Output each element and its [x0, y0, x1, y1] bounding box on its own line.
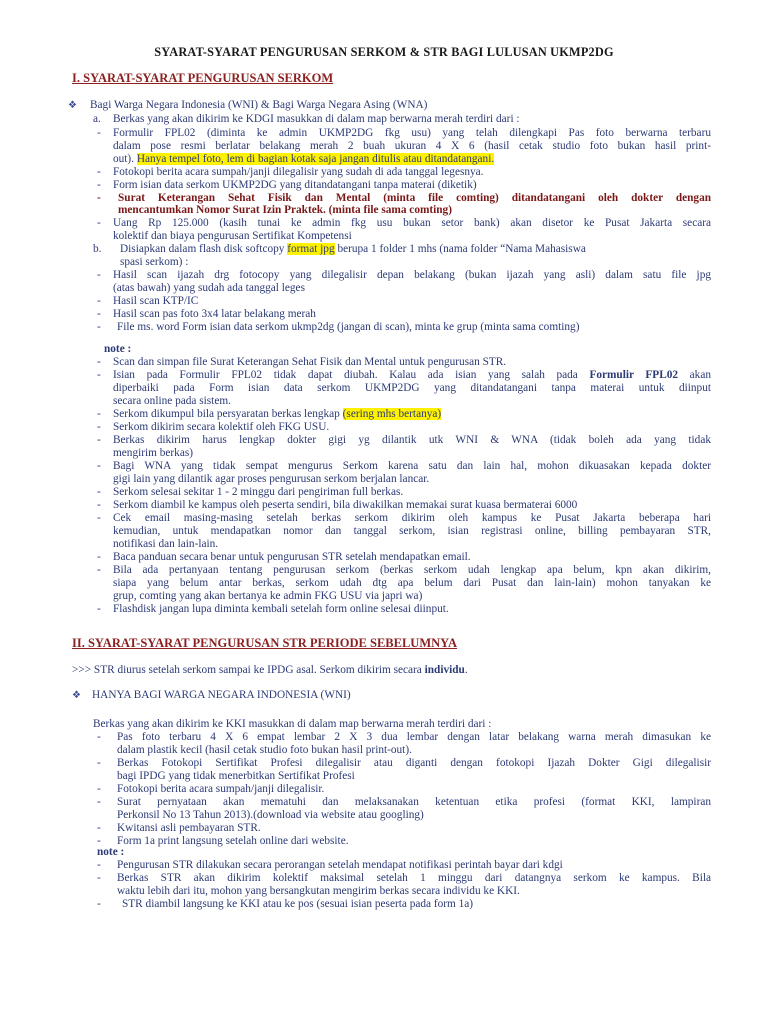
note-label-1: note :	[104, 343, 132, 355]
note-9-line-1: Cek email masing-masing setelah berkas serkom dikirim oleh kampus ke Pusat Jakarta beberapa hari	[113, 512, 711, 524]
section-2-arrow-line: >>> STR diurus setelah serkom sampai ke IPDG asal. Serkom dikirim secara individu.	[72, 664, 468, 676]
item-b-text: Disiapkan dalam flash disk softcopy format jpg berupa 1 folder 1 mhs (nama folder “Nama Mahasiswa	[120, 243, 586, 255]
note-12: Flashdisk jangan lupa diminta kembali setelah form online selesai diinput.	[113, 603, 449, 615]
s2-item-2-line-2: bagi IPDG yang tidak menerbitkan Sertifikat Profesi	[117, 770, 355, 782]
s2-item-6: Form 1a print langsung setelah online dari website.	[117, 835, 349, 847]
note-11-line-3: grup, comting yang akan bertanya ke admin FKG USU via japri wa)	[113, 590, 423, 602]
note-11-line-1: Bila ada pertanyaan tentang pengurusan serkom (berkas serkom udah lengkap apa belum, kpn akan dikirim,	[113, 564, 711, 576]
section-2-heading: II. SYARAT-SYARAT PENGURUSAN STR PERIODE SEBELUMNYA	[72, 636, 458, 650]
item-b-text-line-2: spasi serkom) :	[120, 256, 189, 268]
note-2-line-3: secara online pada sistem.	[113, 395, 231, 407]
s2-item-3: Fotokopi berita acara sumpah/janji dilegalisir.	[117, 783, 325, 795]
b-item-2: Hasil scan KTP/IC	[113, 295, 199, 307]
format-jpg-highlight: format jpg	[287, 243, 335, 255]
a-item-3: Form isian data serkom UKMP2DG yang ditandatangani tanpa materai (diketik)	[113, 179, 477, 191]
note-label-2: note :	[97, 846, 125, 858]
s2-item-4-line-1: Surat pernyataan akan mematuhi dan melaksanakan ketentuan etika profesi (format KKI, lampiran	[117, 796, 711, 808]
item-a-text: Berkas yang akan dikirim ke KDGI masukkan di dalam map berwarna merah terdiri dari :	[113, 113, 520, 125]
s2-note-3: STR diambil langsung ke KKI atau ke pos (sesuai isian peserta pada form 1a)	[122, 898, 474, 910]
section-1-bullet-text: Bagi Warga Negara Indonesia (WNI) & Bagi Warga Negara Asing (WNA)	[90, 99, 428, 111]
a-item-1-line-3-text: out).	[113, 153, 135, 165]
item-b-label: b.	[93, 243, 102, 255]
a-item-4-line-1: Surat Keterangan Sehat Fisik dan Mental (minta file comting) ditandatangani oleh dokter dengan	[118, 192, 711, 204]
b-item-3: Hasil scan pas foto 3x4 latar belakang merah	[113, 308, 316, 320]
note-11-line-2: siapa yang belum antar berkas, serkom udah dtg apa belum dari Pusat dan lain-lain) mohon tanyakan ke	[113, 577, 711, 589]
note-1: Scan dan simpan file Surat Keterangan Sehat Fisik dan Mental untuk pengurusan STR.	[113, 356, 507, 368]
b-item-1-line-2: (atas bawah) yang sudah ada tanggal leges	[113, 282, 305, 294]
s2-note-1: Pengurusan STR dilakukan secara perorangan setelah mendapat notifikasi perintah bayar dari kdgi	[117, 859, 563, 871]
diamond-bullet-icon: ❖	[68, 100, 77, 111]
note-4: Serkom dikirim secara kolektif oleh FKG USU.	[113, 421, 330, 433]
note-2-line-2: diperbaiki pada Form isian data serkom UKMP2DG yang ditandatangani tanpa materai untuk diinput	[113, 382, 711, 394]
s2-item-1-line-2: dalam plastik kecil (hasil cetak studio foto bukan hasil print-out).	[117, 744, 412, 756]
highlight-note: Hanya tempel foto, lem di bagian kotak saja jangan ditulis atau ditandatangani.	[136, 153, 495, 165]
note-9-line-3: notifikasi dan lain-lain.	[113, 538, 219, 550]
section-1-heading: I. SYARAT-SYARAT PENGURUSAN SERKOM	[72, 71, 334, 85]
section-2-intro: Berkas yang akan dikirim ke KKI masukkan di dalam map berwarna merah terdiri dari :	[93, 718, 492, 730]
document-title: SYARAT-SYARAT PENGURUSAN SERKOM & STR BAGI LULUSAN UKMP2DG	[154, 45, 614, 59]
note-5-line-1: Berkas dikirim harus lengkap dokter gigi yg dilantik utk WNI & WNA (tidak boleh ada yang tidak	[113, 434, 711, 446]
s2-item-5: Kwitansi asli pembayaran STR.	[117, 822, 261, 834]
a-item-2: Fotokopi berita acara sumpah/janji dilegalisir yang sudah di ada tanggal legesnya.	[113, 166, 484, 178]
a-item-1-line-3	[113, 153, 494, 166]
s2-item-2-line-1: Berkas Fotokopi Sertifikat Profesi dilegalisir atau diganti dengan fotokopi Ijazah Dokter Gigi dilegalisir	[117, 757, 711, 769]
sering-mhs-highlight: (sering mhs bertanya)	[342, 408, 442, 420]
note-9-line-2: kemudian, untuk mendapatkan nomor dan tanggal serkom, isian registrasi online, billing pembayaran STR,	[113, 525, 711, 537]
document-page: SYARAT-SYARAT PENGURUSAN SERKOM & STR BAGI LULUSAN UKMP2DG I. SYARAT-SYARAT PENGURUSAN SERKOM ❖ Bagi Warga Negara Indonesia (WNI) & Bagi Warga Negara Asing (WNA) a. Berkas yang akan dikirim ke KDGI masukkan di dalam map berwarna merah terdiri dari : - Formulir FPL02 (diminta ke admin UKMP2DG fkg usu) yang telah dilengkapi Pas foto berwarna terbaru dalam pose resmi berlatar belakang merah 2 buah ukuran 4 X 6 (hasil cetak studio foto bukan hasil print- out). Hanya tempel foto, lem di bagian kotak saja jangan ditulis atau ditandatangani. - Fotokopi berita acara sumpah/janji dilegalisir yang sudah di ada tanggal legesnya. - Form isian data serkom UKMP2DG yang ditandatangani tanpa materai (diketik) - Surat Keterangan Sehat Fisik dan Mental (minta file comting) ditandatangani oleh dokter dengan mencantumkan Nomor Surat Izin Praktek. (minta file sama comting) - Uang Rp 125.000 (kasih tunai ke admin fkg usu bukan setor bank) akan disetor ke Pusat Jakarta secara kolektif dan biaya pengurusan Sertifikat Kompetensi b. Disiapkan dalam flash disk softcopy format jpg berupa 1 folder 1 mhs (nama folder “Nama Mahasiswa spasi serkom) : - Hasil scan ijazah drg fotocopy yang dilegalisir depan belakang (bukan ijazah yang asli) dalam satu file jpg (atas bawah) yang sudah ada tanggal leges - Hasil scan KTP/IC - Hasil scan pas foto 3x4 latar belakang merah - File ms. word Form isian data serkom ukmp2dg (jangan di scan), minta ke grup (minta sama comting) note : - Scan dan simpan file Surat Keterangan Sehat Fisik dan Mental untuk pengurusan STR. - Isian pada Formulir FPL02 tidak dapat diubah. Kalau ada isian yang salah pada Formulir FPL02 akan diperbaiki pada Form isian data serkom UKMP2DG yang ditandatangani tanpa materai untuk diinput secara online pada sistem. - Serkom dikumpul bila persyaratan berkas lengkap (sering mhs bertanya) - Serkom dikirim secara kolektif oleh FKG USU. - Berkas dikirim harus lengkap dokter gigi yg dilantik utk WNI & WNA (tidak boleh ada yang tidak mengirim berkas) - Bagi WNA yang tidak sempat mengurus Serkom karena satu dan lain hal, mohon dikuasakan kepada dokter gigi lain yang dilantik agar proses pengurusan serkom berjalan lancar. - Serkom selesai sekitar 1 - 2 minggu dari pengiriman full berkas. - Serkom diambil ke kampus oleh peserta sendiri, bila diwakilkan memakai surat kuasa bermaterai 6000 - Cek email masing-masing setelah berkas serkom dikirim oleh kampus ke Pusat Jakarta beberapa hari kemudian, untuk mendapatkan nomor dan tanggal serkom, isian registrasi online, billing pembayaran STR, notifikasi dan lain-lain. - Baca panduan secara benar untuk pengurusan STR setelah mendapatkan email. - Bila ada pertanyaan tentang pengurusan serkom (berkas serkom udah lengkap apa belum, kpn akan dikirim, siapa yang belum antar berkas, serkom udah dtg apa belum dari Pusat dan lain-lain) mohon tanyakan ke grup, comting yang akan bertanya ke admin FKG USU via japri wa) - Flashdisk jangan lupa diminta kembali setelah form online selesai diinput. II. SYARAT-SYARAT PENGURUSAN STR PERIODE SEBELUMNYA >>> STR diurus setelah serkom sampai ke IPDG asal. Serkom dikirim secara individu. ❖ HANYA BAGI WARGA NEGARA INDONESIA (WNI) Berkas yang akan dikirim ke KKI masukkan di dalam map berwarna merah terdiri dari : - Pas foto terbaru 4 X 6 empat lembar 2 X 3 dua lembar dengan latar belakang warna merah dimasukan ke dalam plastik kecil (hasil cetak studio foto bukan hasil print-out). - Berkas Fotokopi Sertifikat Profesi dilegalisir atau diganti dengan fotokopi Ijazah Dokter Gigi dilegalisir bagi IPDG yang tidak menerbitkan Sertifikat Profesi - Fotokopi berita acara sumpah/janji dilegalisir. - Surat pernyataan akan mematuhi dan melaksanakan ketentuan etika profesi (format KKI, lampiran Perkonsil No 13 Tahun 2013).(download via website atau googling) - Kwitansi asli pembayaran STR. - Form 1a print langsung setelah online dari website. note : - Pengurusan STR dilakukan secara perorangan setelah mendapat notifikasi perintah bayar dari kdgi - Berkas STR akan dikirim kolektif maksimal setelah 1 minggu dari datangnya serkom ke kampus. Bila waktu lebih dari itu, mohon yang bersangkutan mengirim berkas secara individu ke KKI. - STR diambil langsung ke KKI atau ke pos (sesuai isian peserta pada form 1a)	[0, 0, 768, 1024]
note-6-line-1: Bagi WNA yang tidak sempat mengurus Serkom karena satu dan lain hal, mohon dikuasakan kepada dokter	[113, 460, 711, 472]
note-7: Serkom selesai sekitar 1 - 2 minggu dari pengiriman full berkas.	[113, 486, 404, 498]
note-2-line-1: Isian pada Formulir FPL02 tidak dapat diubah. Kalau ada isian yang salah pada Formulir FPL02 akan	[113, 369, 711, 381]
note-10: Baca panduan secara benar untuk pengurusan STR setelah mendapatkan email.	[113, 551, 471, 563]
a-item-4-line-2: mencantumkan Nomor Surat Izin Praktek. (minta file sama comting)	[118, 204, 452, 216]
b-item-4: File ms. word Form isian data serkom ukmp2dg (jangan di scan), minta ke grup (minta sama comting)	[117, 321, 580, 333]
a-item-1-line-2: dalam pose resmi berlatar belakang merah 2 buah ukuran 4 X 6 (hasil cetak studio foto bukan hasil print-	[113, 140, 711, 152]
s2-item-1-line-1: Pas foto terbaru 4 X 6 empat lembar 2 X 3 dua lembar dengan latar belakang warna merah dimasukan ke	[117, 731, 711, 743]
s2-note-2-line-1: Berkas STR akan dikirim kolektif maksimal setelah 1 minggu dari datangnya serkom ke kampus. Bila	[117, 872, 711, 884]
a-item-5-line-1: Uang Rp 125.000 (kasih tunai ke admin fkg usu bukan setor bank) akan disetor ke Pusat Jakarta secara	[113, 217, 711, 229]
a-item-1-line-1: Formulir FPL02 (diminta ke admin UKMP2DG fkg usu) yang telah dilengkapi Pas foto berwarna terbaru	[113, 127, 711, 139]
section-2-bullet-text: HANYA BAGI WARGA NEGARA INDONESIA (WNI)	[92, 689, 351, 701]
diamond-bullet-icon: ❖	[72, 690, 81, 701]
note-3: Serkom dikumpul bila persyaratan berkas lengkap (sering mhs bertanya)	[113, 408, 442, 420]
note-8: Serkom diambil ke kampus oleh peserta sendiri, bila diwakilkan memakai surat kuasa bermaterai 6000	[113, 499, 578, 511]
note-5-line-2: mengirim berkas)	[113, 447, 193, 459]
a-item-5-line-2: kolektif dan biaya pengurusan Sertifikat Kompetensi	[113, 230, 352, 242]
note-6-line-2: gigi lain yang dilantik agar proses pengurusan serkom berjalan lancar.	[113, 473, 430, 485]
b-item-1-line-1: Hasil scan ijazah drg fotocopy yang dilegalisir depan belakang (bukan ijazah yang asli) dalam satu file jpg	[113, 269, 711, 281]
s2-note-2-line-2: waktu lebih dari itu, mohon yang bersangkutan mengirim berkas secara individu ke KKI.	[117, 885, 520, 897]
item-a-label: a.	[93, 113, 101, 125]
s2-item-4-line-2: Perkonsil No 13 Tahun 2013).(download via website atau googling)	[117, 809, 424, 821]
